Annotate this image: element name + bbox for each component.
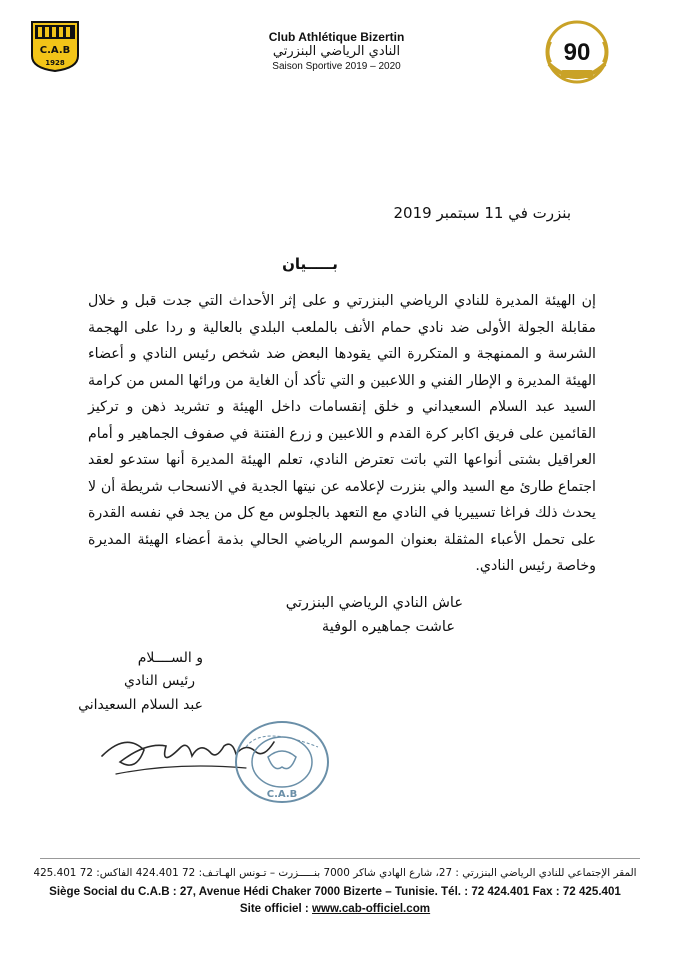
club-name-ar: النادي الرياضي البنزرتي: [272, 44, 401, 59]
website-link[interactable]: www.cab-officiel.com: [312, 902, 431, 915]
letter-date: بنزرت في 11 سبتمبر 2019: [393, 204, 571, 222]
crest-initials: C.A.B: [39, 45, 71, 56]
season-label: Saison Sportive 2019 – 2020: [272, 61, 401, 72]
statement-body: إن الهيئة المديرة للنادي الرياضي البنزرتي و على إثر الأحداث التي جدت قبل و خلال مقابلة الجولة الأولى ضد نادي حمام الأنف بالملعب البلدي بالعالية و ردا على الهجمة الشرسة و الممنهجة و المتكررة التي يقودها البعض ضد شخص رئيس النادي و أعضاء الهيئة المديرة و الإطار الفني و اللاعبين و التي تأكد أن الغاية من ورائها المس من كرامة السيد عبد السلام السعيداني و خلق إنقسامات داخل الهيئة و تشريد ذهن و تركيز القائمين على فريق اكابر كرة القدم و اللاعبين و زرع الفتنة في صفوف الجماهير و أمام العراقيل بشتى أنواعها التي باتت تعترض النادي، تعلم الهيئة المديرة أنها ستدعو لعقد اجتماع طارئ مع السيد والي بنزرت لإعلامه عن نيتها الجدية في الانسحاب شريطة أن لا يحدث ذلك فراغا تسييريا في النادي مع التعهد بالجلوس مع كل من يجد في نفسه القدرة على تحمل الأعباء المثقلة بعنوان الموسم الرياضي الحالي بذمة أعضاء الهيئة المديرة وخاصة رئيس النادي.: [88, 293, 596, 574]
letterhead: [200, 30, 473, 73]
slogan-club: عاش النادي الرياضي البنزرتي: [285, 595, 463, 611]
stamp-initials: C.A.B: [266, 789, 298, 800]
footer-divider: [40, 858, 640, 859]
footer-website: [20, 902, 650, 916]
anniversary-90-logo: [543, 20, 611, 88]
club-name-fr: Club Athlétique Bizertin: [268, 30, 405, 44]
signer-role: رئيس النادي: [123, 673, 195, 689]
club-crest-logo: [30, 20, 80, 72]
slogan-fans: عاشت جماهيره الوفية: [321, 619, 455, 635]
statement-title: بـــــيان: [282, 255, 338, 273]
club-stamp: [232, 717, 332, 807]
closing-greeting: و الســــلام: [137, 650, 203, 666]
signer-name: عبد السلام السعيداني: [78, 697, 203, 713]
website-label: Site officiel :: [239, 902, 313, 915]
crest-year: 1928: [45, 59, 65, 67]
footer-address-ar: المقر الإجتماعي للنادي الرياضي البنزرتي : 27، شارع الهادي شاكر 7000 بنـــــزرت – تـونس الهـاتـف: 72 424.401 الفاكس: 72 425.401: [33, 867, 637, 879]
footer-address-fr: Siège Social du C.A.B : 27, Avenue Hédi Chaker 7000 Bizerte – Tunisie. Tél. : 72 424.401 Fax : 72 425.401: [49, 885, 621, 898]
anniversary-number: 90: [563, 39, 591, 66]
